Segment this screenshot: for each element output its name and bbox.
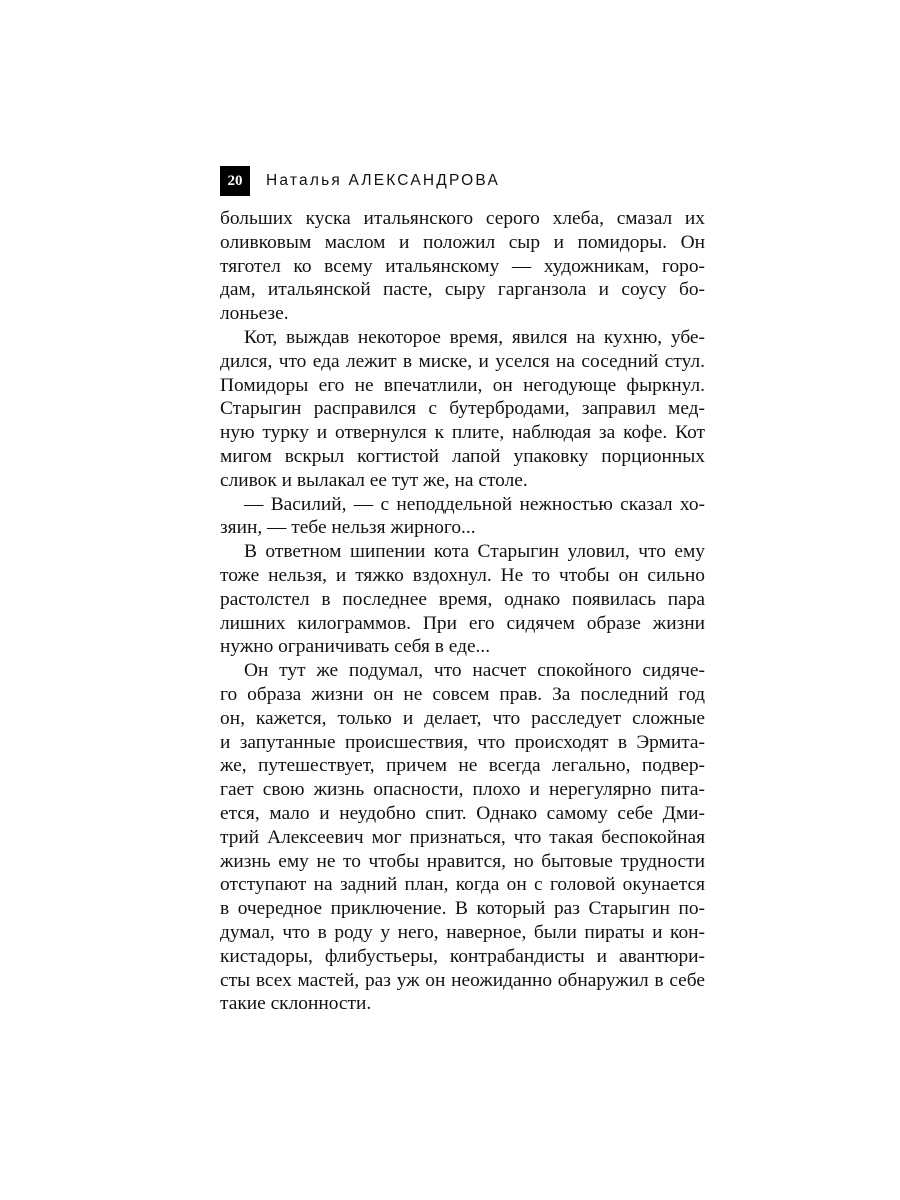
text-line: го образа жизни он не совсем прав. За последний год [220, 683, 705, 705]
text-line: тяготел ко всему итальянскому — художникам, горо- [220, 255, 705, 277]
text-line: лоньезе. [220, 303, 289, 325]
author-name: Наталья АЛЕКСАНДРОВА [266, 172, 500, 189]
running-header [220, 166, 500, 196]
text-line: растолстел в последнее время, однако появилась пара [220, 588, 705, 610]
text-line: такие склонности. [220, 993, 372, 1015]
text-line: он, кажется, только и делает, что расследует сложные [220, 707, 705, 729]
text-line: зяин, — тебе нельзя жирного... [220, 517, 476, 539]
text-line: В ответном шипении кота Старыгин уловил, что ему [244, 541, 705, 563]
text-line: тоже нельзя, и тяжко вздохнул. Не то чтобы он сильно [220, 564, 705, 586]
text-line: же, путешествует, причем не всегда легально, подвер- [220, 755, 705, 777]
text-line: Он тут же подумал, что насчет спокойного сидяче- [244, 660, 705, 682]
text-line: дам, итальянской пасте, сыру гарганзола и соусу бо- [220, 279, 705, 301]
text-line: ется, мало и неудобно спит. Однако самому себе Дми- [220, 802, 705, 824]
text-line: сливок и вылакал ее тут же, на столе. [220, 469, 528, 491]
text-line: трий Алексеевич мог признаться, что такая беспокойная [220, 826, 705, 848]
text-line: нужно ограничивать себя в еде... [220, 636, 491, 658]
text-line: отступают на задний план, когда он с головой окунается [220, 874, 705, 896]
text-line: Помидоры его не впечатлили, он негодующе фыркнул. [220, 374, 705, 396]
text-line: и запутанные происшествия, что происходят в Эрмита- [220, 731, 705, 753]
text-line: жизнь ему не то чтобы нравится, но бытовые трудности [220, 850, 705, 872]
text-line: в очередное приключение. В который раз Старыгин по- [220, 898, 705, 920]
text-line: оливковым маслом и положил сыр и помидоры. Он [220, 231, 705, 253]
body-text [220, 207, 705, 1016]
text-line: гает свою жизнь опасности, плохо и нерегулярно пита- [220, 779, 705, 801]
text-line: больших куска итальянского серого хлеба, смазал их [220, 208, 705, 229]
text-line: дился, что еда лежит в миске, и уселся на соседний стул. [220, 350, 705, 372]
text-line: — Василий, — с неподдельной нежностью сказал хо- [244, 493, 705, 515]
text-line: кистадоры, флибустьеры, контрабандисты и авантюри- [220, 945, 705, 967]
page-number: 20 [220, 166, 250, 196]
text-line: Старыгин расправился с бутербродами, заправил мед- [220, 398, 705, 420]
text-line: ную турку и отвернулся к плите, наблюдая за кофе. Кот [220, 422, 705, 444]
text-line: думал, что в роду у него, наверное, были пираты и кон- [220, 921, 705, 943]
text-line: сты всех мастей, раз уж он неожиданно обнаружил в себе [220, 969, 705, 991]
text-line: Кот, выждав некоторое время, явился на кухню, убе- [244, 326, 705, 348]
text-line: лишних килограммов. При его сидячем образе жизни [220, 612, 705, 634]
text-line: мигом вскрыл когтистой лапой упаковку порционных [220, 445, 705, 467]
